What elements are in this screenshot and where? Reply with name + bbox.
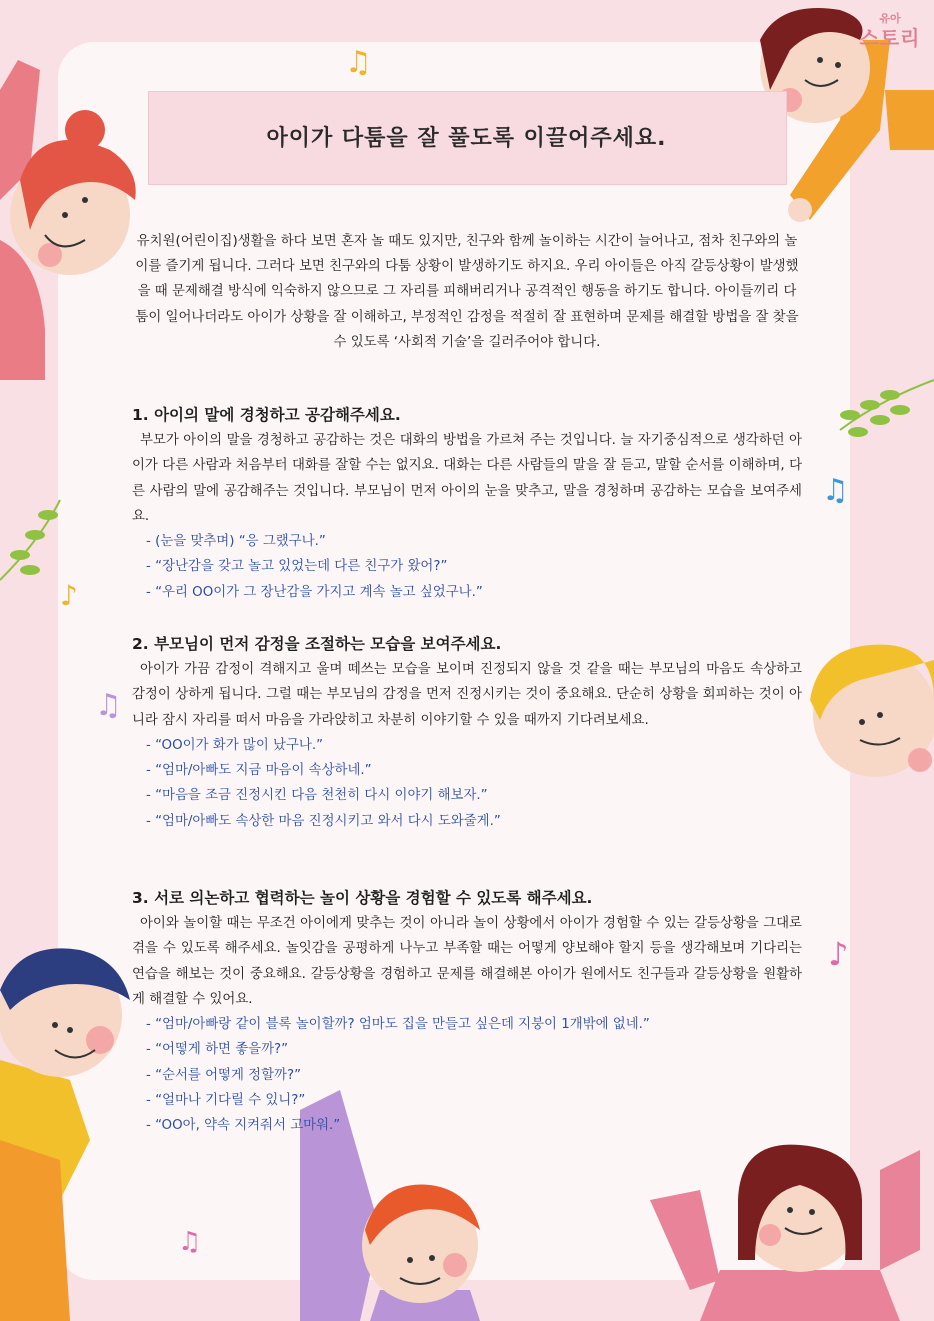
- quote-item: - (눈을 맞추며) “응 그랬구나.”: [146, 534, 326, 550]
- music-note-icon: ♫: [95, 688, 122, 723]
- quote-item: - “우리 OO이가 그 장난감을 가지고 계속 놀고 싶었구나.”: [146, 584, 483, 600]
- music-note-icon: ♫: [345, 45, 372, 80]
- quote-item: - “마음을 조금 진정시킨 다음 천천히 다시 이야기 해보자.”: [146, 788, 488, 804]
- girl-top-left-illustration: [0, 60, 136, 380]
- quote-item: - “OO아, 약속 지켜줘서 고마워.”: [146, 1118, 341, 1134]
- quote-item: - “얼마나 기다릴 수 있니?”: [146, 1093, 306, 1109]
- section-1: [132, 402, 802, 605]
- page-title: 아이가 다툼을 잘 풀도록 이끌어주세요.: [266, 126, 667, 151]
- section-2: [132, 631, 802, 834]
- boy-left-illustration: [0, 948, 130, 1321]
- quote-item: - “엄마/아빠도 속상한 마음 진정시키고 와서 다시 도와줄게.”: [146, 813, 501, 829]
- girl-right-middle-illustration: [810, 645, 934, 777]
- section-3: [132, 885, 802, 1139]
- logo-line1: 유아: [879, 12, 901, 25]
- section-body: 아이와 놀이할 때는 무조건 아이에게 맞추는 것이 아니라 놀이 상황에서 아이가 경험할 수 있는 갈등상황을 그대로 겪을 수 있도록 해주세요. 놀잇감을 공평하게 나누고 부족할 때는 어떻게 양보해야 할지 등을 생각해보며 기다리는 연습을 해보는 것이 중요해요. 갈등상황을 경험하고 문제를 해결해본 아이가 원에서도 친구들과 갈등상황을 원활하게 해결할 수 있어요.: [132, 916, 802, 1007]
- logo: [855, 12, 925, 62]
- quote-item: - “엄마/아빠랑 같이 블록 놀이할까? 엄마도 집을 만들고 싶은데 지붕이 1개밖에 없네.”: [146, 1017, 650, 1033]
- music-note-icon: ♫: [178, 1227, 202, 1257]
- section-heading: 2. 부모님이 먼저 감정을 조절하는 모습을 보여주세요.: [132, 635, 502, 653]
- quote-item: - “장난감을 갖고 놀고 있었는데 다른 친구가 왔어?”: [146, 559, 448, 575]
- music-note-icon: ♪: [828, 935, 849, 973]
- girl-bottom-right-illustration: [650, 1145, 920, 1321]
- section-body: 부모가 아이의 말을 경청하고 공감하는 것은 대화의 방법을 가르쳐 주는 것입니다. 늘 자기중심적으로 생각하던 아이가 다른 사람과 처음부터 대화를 잘할 수는 없지요. 대화는 다른 사람들의 말을 잘 듣고, 말할 순서를 이해하며, 다른 사람의 말에 공감해주는 것입니다. 부모님이 먼저 아이의 눈을 맞추고, 말을 경청하며 공감하는 모습을 보여주세요.: [132, 433, 802, 524]
- quote-item: - “엄마/아빠도 지금 마음이 속상하네.”: [146, 763, 372, 779]
- music-note-icon: ♪: [60, 579, 78, 612]
- quote-item: - “어떻게 하면 좋을까?”: [146, 1042, 289, 1058]
- section-body: 아이가 가끔 감정이 격해지고 울며 떼쓰는 모습을 보이며 진정되지 않을 것 같을 때는 부모님의 마음도 속상하고 감정이 상하게 됩니다. 그럴 때는 부모님의 감정을 먼저 진정시키는 것이 중요해요. 단순히 상황을 회피하는 것이 아니라 잠시 자리를 떠서 마음을 가라앉히고 차분히 이야기할 수 있을 때까지 기다려보세요.: [132, 662, 802, 728]
- section-heading: 1. 아이의 말에 경청하고 공감해주세요.: [132, 406, 401, 424]
- logo-line2: 스토리: [859, 26, 921, 50]
- quote-item: - “OO이가 화가 많이 났구나.”: [146, 737, 324, 753]
- music-note-icon: ♫: [822, 473, 849, 508]
- quote-item: - “순서를 어떻게 정할까?”: [146, 1067, 302, 1083]
- intro-paragraph: 유치원(어린이집)생활을 하다 보면 혼자 놀 때도 있지만, 친구와 함께 놀이하는 시간이 늘어나고, 점차 친구와의 놀이를 즐기게 됩니다. 그러다 보면 친구와의 다툼 상황이 발생하기도 하지요. 우리 아이들은 아직 갈등상황이 발생했을 때 문제해결 방식에 익숙하지 않으므로 그 자리를 피해버리거나 공격적인 행동을 하기도 합니다. 아이들끼리 다툼이 일어나더라도 아이가 상황을 잘 이해하고, 부정적인 감정을 적절히 잘 표현하며 문제를 해결할 방법을 잘 찾을 수 있도록 ‘사회적 기술’을 길러주어야 합니다.: [135, 234, 799, 350]
- section-heading: 3. 서로 의논하고 협력하는 놀이 상황을 경험할 수 있도록 해주세요.: [132, 889, 593, 907]
